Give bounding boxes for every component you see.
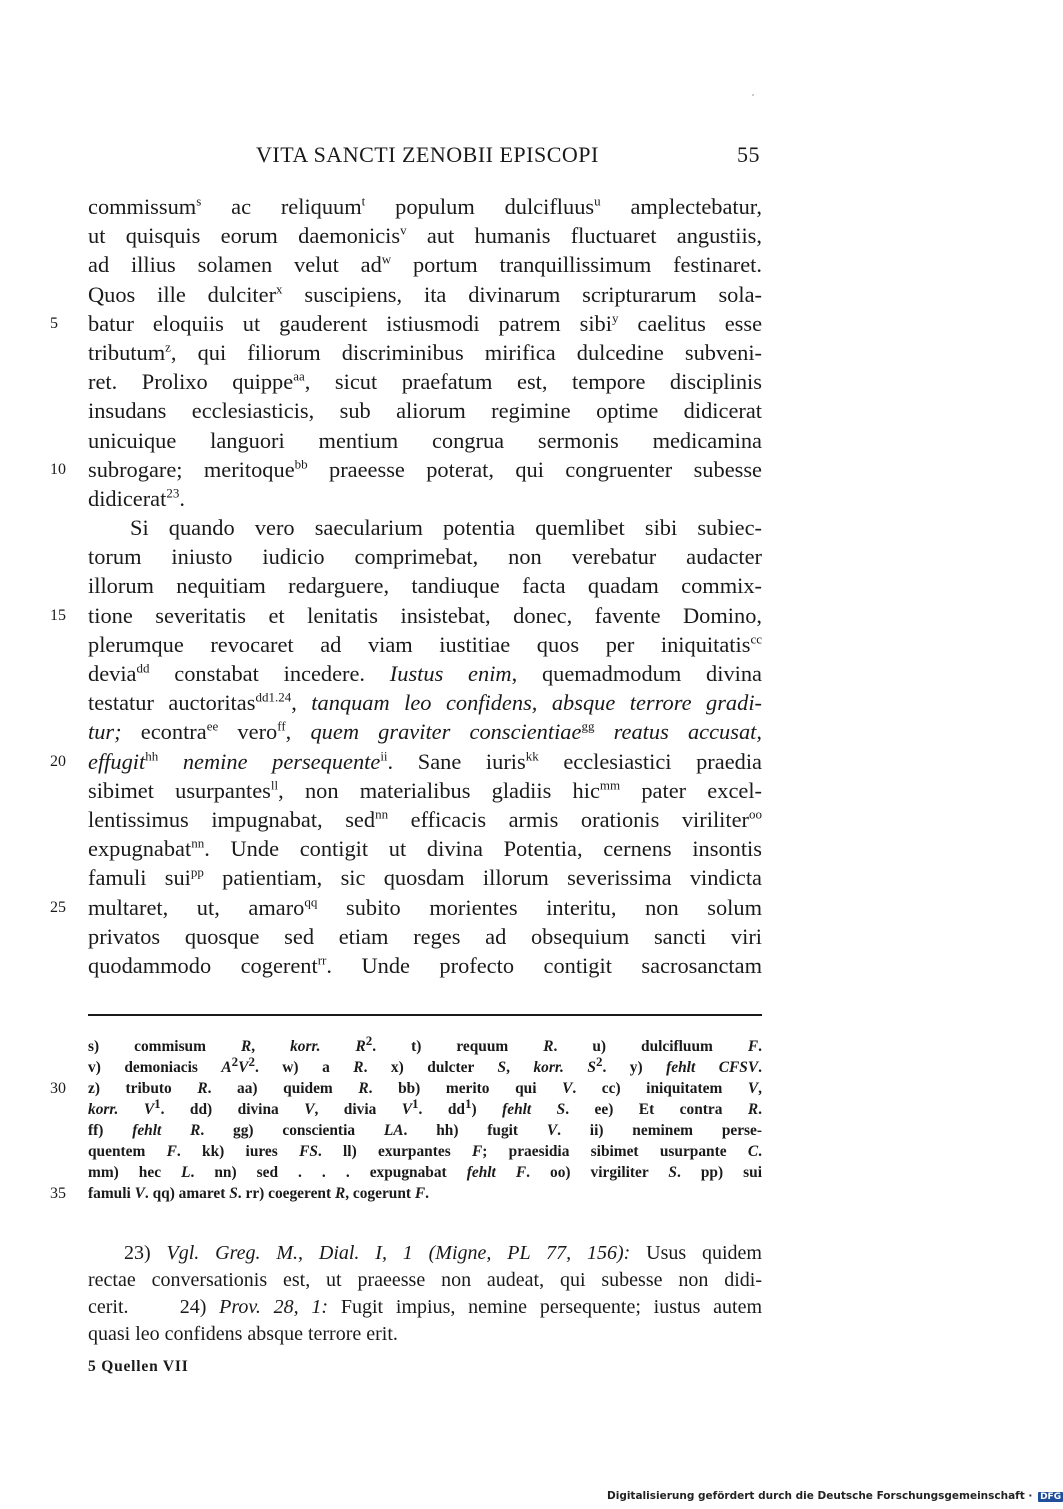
line-number: 15	[50, 606, 66, 624]
body-line	[88, 951, 762, 980]
body-line	[88, 192, 762, 221]
body-line-text: tributum$^z$, qui filiorum discriminibus mirifica dulcedine subveni-	[88, 339, 762, 365]
body-line-text: lentissimus impugnabat, sed$^{nn}$ efficacis armis orationis viriliter$^{oo}$	[88, 806, 762, 832]
body-line	[88, 776, 762, 805]
body-line-text: insudans ecclesiasticis, sub aliorum regimine optime didicerat	[88, 398, 762, 424]
body-line-text: Quos ille dulciter$^x$ suscipiens, ita divinarum scripturarum sola-	[88, 281, 762, 307]
apparatus-line-text: korr. $V^1$. dd) divina V, divia $V^1$. $dd^1$) fehlt S. ee) Et contra R.	[88, 1095, 763, 1118]
source-footnotes	[88, 1240, 762, 1348]
running-header	[88, 138, 762, 174]
body-line	[88, 717, 762, 746]
body-line	[88, 863, 762, 892]
apparatus-line-text: ff) fehlt R. gg) conscientia LA. hh) fugit V. ii) neminem perse-	[88, 1122, 762, 1139]
footnote-line	[88, 1240, 762, 1267]
body-line-text: privatos quosque sed etiam reges ad obsequium sancti viri	[88, 923, 762, 949]
apparatus-line	[50, 1183, 762, 1204]
body-line-text: torum iniusto iudicio comprimebat, non verebatur audacter	[88, 544, 762, 570]
body-line	[88, 484, 762, 513]
body-line	[50, 455, 762, 484]
digitization-note: Digitalisierung gefördert durch die Deutsche Forschungsgemeinschaft ·	[607, 1490, 1033, 1502]
body-line-text: illorum nequitiam redarguere, tandiuque facta quadam commix-	[88, 573, 762, 599]
footnote-line	[88, 1321, 762, 1348]
apparatus-line	[88, 1095, 763, 1120]
body-line	[88, 805, 762, 834]
body-line-text: subrogare; meritoque$^{bb}$ praeesse poterat, qui congruenter subesse	[88, 456, 762, 482]
critical-apparatus	[50, 1032, 763, 1204]
footnote-rule	[88, 1014, 762, 1016]
body-line-text: ut quisquis eorum daemonicis$^v$ aut humanis fluctuaret angustiis,	[88, 222, 762, 249]
body-line	[88, 630, 762, 659]
body-line	[50, 747, 762, 776]
body-line-text: unicuique languori mentium congrua sermonis medicamina	[88, 427, 762, 453]
apparatus-line	[88, 1120, 762, 1141]
body-line-text: batur eloquiis ut gauderent istiusmodi patrem sibi$^y$ caelitus esse	[88, 310, 763, 336]
body-line	[88, 221, 762, 250]
apparatus-line-text: z) tributo R. aa) quidem R. bb) merito qui V. cc) iniquitatem V,	[88, 1080, 762, 1097]
footnote-line	[88, 1294, 762, 1321]
body-line-text: quodammodo cogerent$^{rr}$. Unde profecto contigit sacrosanctam	[88, 952, 763, 978]
footnote-line-text: cerit. 24) Prov. 28, 1: Fugit impius, nemine persequente; iustus autem	[88, 1296, 763, 1318]
body-line-text: Si quando vero saecularium potentia quemlibet sibi subiec-	[130, 515, 762, 541]
line-number: 35	[50, 1185, 66, 1202]
apparatus-line-text: famuli V. qq) amaret S. rr) coegerent R, cogerunt F.	[88, 1185, 429, 1202]
apparatus-line-text: v) demoniacis $A^2V^2$. w) a R. x) dulcter S, korr. $S^2$. y) fehlt CFSV.	[88, 1053, 762, 1076]
page-number: 55	[737, 142, 760, 167]
body-line-text: tione severitatis et lenitatis insistebat, donec, favente Domino,	[88, 602, 762, 628]
body-line	[88, 688, 762, 717]
body-line	[88, 426, 762, 455]
body-line-text: didicerat$^{23}$.	[88, 485, 185, 511]
body-line-text: ad illius solamen velut $ad^w$ portum tranquillissimum festinaret.	[88, 251, 762, 278]
body-line	[88, 280, 762, 309]
body-line-text: sibimet usurpantes$^{ll}$, non materialibus gladiis hic$^{mm}$ pater excel-	[88, 777, 762, 803]
line-number: 5	[50, 314, 58, 332]
apparatus-line	[88, 1032, 763, 1057]
footnote-line-text: 23) Vgl. Greg. M., Dial. I, 1 (Migne, PL 77, 156): Usus quidem	[124, 1242, 762, 1264]
body-line-text: devia$^{dd}$ constabat incedere. Iustus enim, quemadmodum divina	[88, 660, 762, 686]
running-title: VITA SANCTI ZENOBII EPISCOPI	[256, 142, 599, 167]
printer-signature: 5 Quellen VII	[88, 1358, 189, 1375]
apparatus-line	[88, 1141, 762, 1162]
body-line-text: famuli sui$^{pp}$ patientiam, sic quosdam illorum severissima vindicta	[88, 864, 762, 891]
apparatus-line-text: quentem F. kk) iures FS. ll) exurpantes F; praesidia sibimet usurpante C.	[88, 1143, 762, 1160]
apparatus-line	[50, 1078, 762, 1099]
apparatus-line-text: s) commisum R, korr. $R^2$. t) requum R. u) dulcifluum F.	[88, 1032, 763, 1055]
body-line	[88, 922, 762, 951]
body-line	[88, 367, 762, 396]
body-line-text: multaret, ut, amaro$^{qq}$ subito morientes interitu, non solum	[88, 894, 763, 920]
apparatus-line	[88, 1162, 762, 1183]
body-line	[88, 396, 762, 425]
line-number: 25	[50, 898, 66, 916]
apparatus-line	[88, 1053, 762, 1078]
body-line	[88, 571, 762, 600]
body-line	[88, 659, 762, 688]
line-number: 30	[50, 1080, 66, 1097]
body-line	[88, 338, 762, 367]
page-speck	[752, 94, 754, 96]
body-line-text: expugnabat$^{nn}$. Unde contigit ut divina Potentia, cernens insontis	[88, 835, 762, 862]
body-line	[50, 893, 763, 922]
body-line-text: commissum$^s$ ac reliquum$^t$ populum dulcifluus$^u$ amplectebatur,	[88, 193, 762, 219]
body-line	[50, 601, 762, 630]
body-line	[50, 309, 763, 338]
footnote-line-text: rectae conversationis est, ut praeesse non audeat, qui subesse non didi-	[88, 1269, 762, 1291]
body-line	[88, 542, 762, 571]
body-line-text: testatur auctoritas$^{dd1.24}$, tanquam leo confidens, absque terrore gradi-	[88, 689, 763, 716]
body-line-text: effugit$^{hh}$ nemine persequente$^{ii}$. Sane iuris$^{kk}$ ecclesiastici praedia	[88, 748, 762, 774]
footnote-line-text: quasi leo confidens absque terrore erit.	[88, 1323, 398, 1345]
body-line-text: plerumque revocaret ad viam iustitiae quos per iniquitatis$^{cc}$	[88, 631, 762, 657]
line-number: 10	[50, 460, 66, 478]
body-line	[88, 250, 762, 279]
apparatus-line-text: mm) hec L. nn) sed . . . expugnabat fehlt F. oo) virgiliter S. pp) sui	[88, 1164, 762, 1181]
body-line-text: tur; econtra$^{ee}$ vero$^{ff}$, quem graviter conscientiae$^{gg}$ reatus accusat,	[88, 718, 762, 745]
footnote-line	[88, 1267, 762, 1294]
body-line-text: ret. Prolixo quippe$^{aa}$, sicut praefatum est, tempore disciplinis	[88, 368, 762, 395]
line-number: 20	[50, 752, 66, 770]
dfg-logo-icon: DFG	[1040, 1492, 1062, 1502]
main-text	[50, 192, 763, 980]
body-line	[88, 834, 762, 863]
digitization-credit	[607, 1490, 1063, 1502]
body-line	[88, 513, 762, 542]
